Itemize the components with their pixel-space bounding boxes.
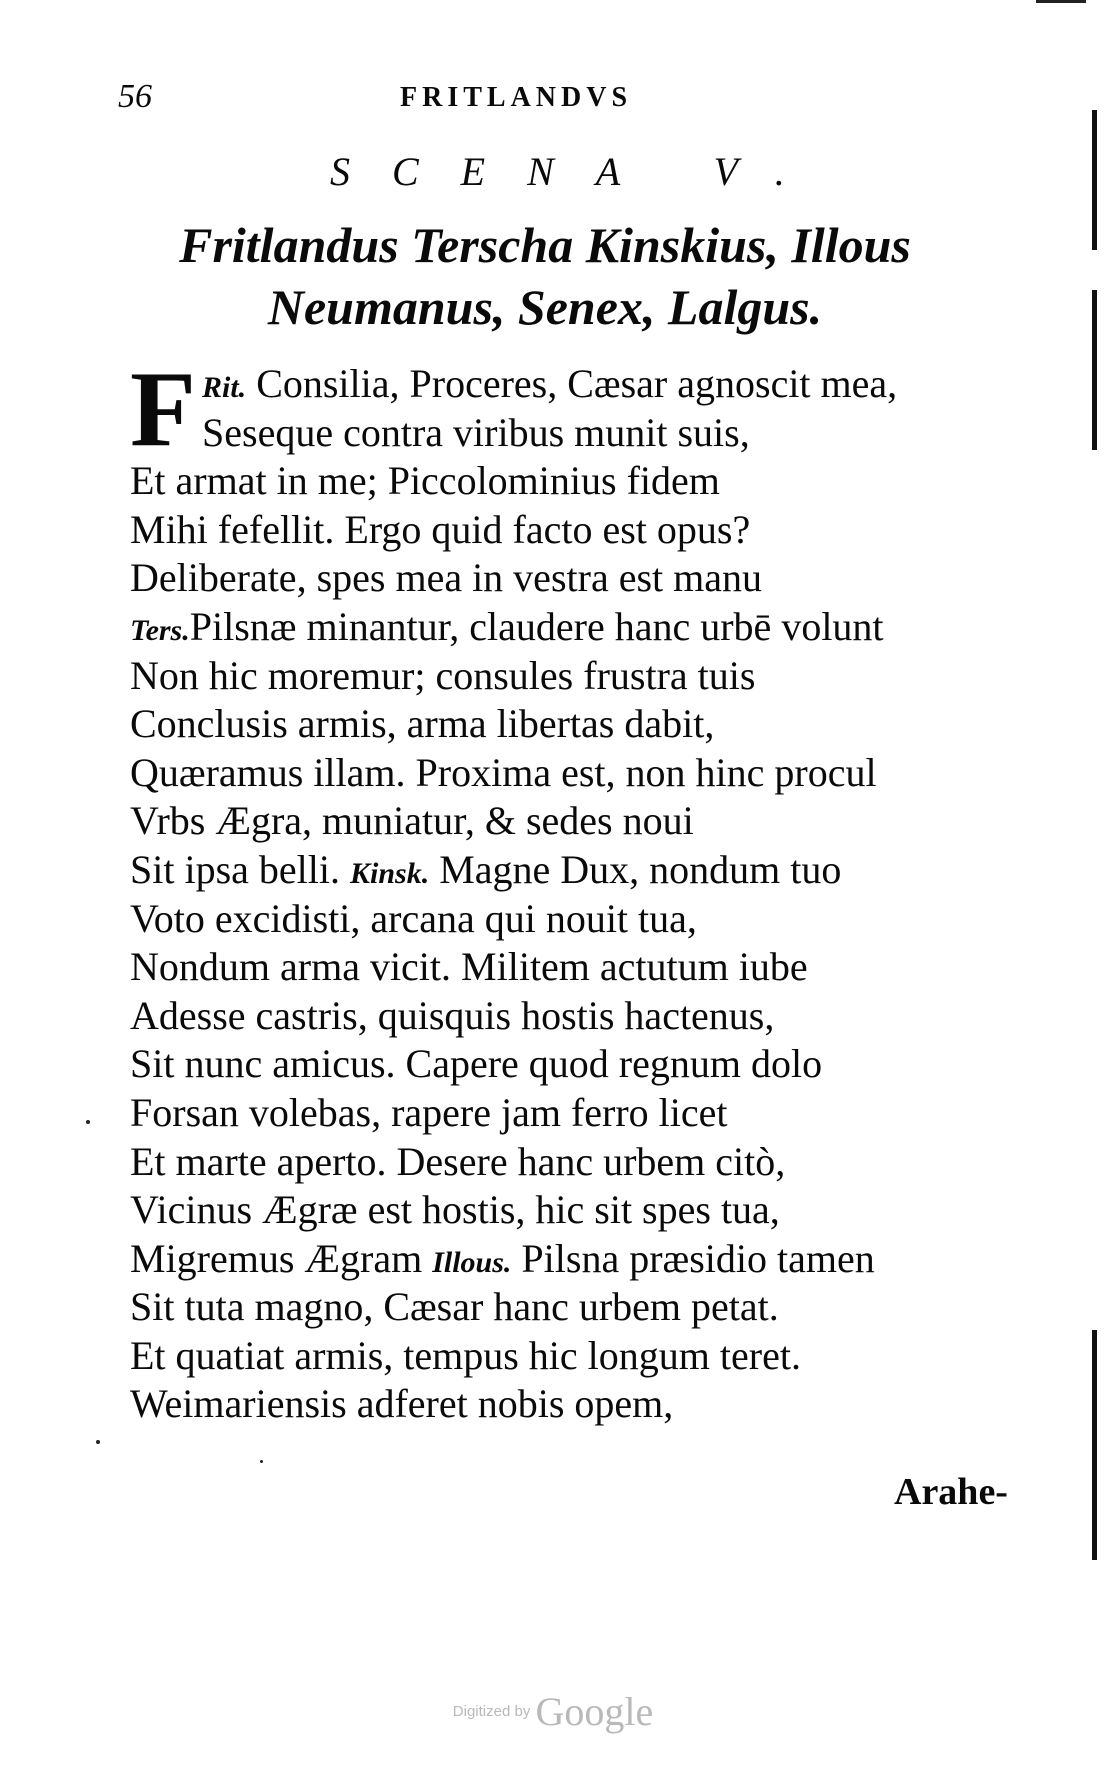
- verse-line: [130, 895, 1040, 944]
- verse-line: [130, 603, 1040, 652]
- running-title: FRITLANDVS: [400, 82, 633, 113]
- verse-text: Weimariensis adferet nobis opem,: [130, 1381, 674, 1427]
- page-edge-mark: [1092, 1330, 1097, 1560]
- verse-line: [130, 749, 1040, 798]
- verse-text: Forsan volebas, rapere jam ferro licet: [130, 1089, 728, 1135]
- verse-text: Nondum arma vicit. Militem actutum iube: [130, 944, 808, 990]
- verse-text: Magne Dux, nondum tuo: [429, 846, 842, 892]
- speaker-label: Kinsk.: [350, 856, 430, 890]
- verse-line: [130, 1186, 1040, 1235]
- speaker-label: Illous.: [432, 1245, 512, 1279]
- cast-list-line-2: Neumanus, Senex, Lalgus.: [267, 279, 823, 335]
- page-number: 56: [118, 78, 152, 115]
- watermark-brand: Google: [535, 1689, 654, 1734]
- verse-line: [130, 1040, 1040, 1089]
- verse-line: [130, 1138, 1040, 1187]
- verse-text: Et quatiat armis, tempus hic longum teret.: [130, 1332, 801, 1378]
- verse-line: [130, 554, 1040, 603]
- watermark-prefix: Digitized by: [452, 1703, 531, 1720]
- verse-text: Et armat in me; Piccolominius fidem: [130, 458, 720, 504]
- verse-text: Pilsna præsidio tamen: [511, 1235, 875, 1281]
- page-header: [118, 78, 758, 118]
- verse-text: Et marte aperto. Desere hanc urbem citò,: [130, 1138, 786, 1184]
- verse-line: [130, 797, 1040, 846]
- verse-text: Non hic moremur; consules frustra tuis: [130, 652, 756, 698]
- ink-speck: [86, 1120, 90, 1124]
- speaker-label: Ters.: [130, 613, 190, 647]
- verse-text: Migremus Ægram: [130, 1235, 433, 1281]
- speaker-label: Rit.: [202, 371, 247, 404]
- verse-line: [130, 506, 1040, 555]
- ink-speck: [96, 1440, 100, 1444]
- verse-line: [130, 943, 1040, 992]
- verse-line: [130, 1089, 1040, 1138]
- catchword: Arahe-: [894, 1471, 1008, 1513]
- verse-text: Voto excidisti, arcana qui nouit tua,: [130, 895, 697, 941]
- verse-text: Pilsnæ minantur, claudere hanc urbē volunt: [189, 603, 884, 649]
- verse-line: [130, 846, 1040, 895]
- verse-line: [130, 992, 1040, 1041]
- page-edge-mark: [1092, 290, 1097, 450]
- verse-text: Vicinus Ægræ est hostis, hic sit spes tua,: [130, 1187, 780, 1233]
- verse-line: [130, 1380, 1040, 1429]
- drop-cap: F: [130, 350, 196, 469]
- scan-corner-mark: [1036, 0, 1086, 3]
- verse-line: [130, 409, 1040, 458]
- cast-list-line-1: Fritlandus Terscha Kinskius, Illous: [179, 217, 911, 273]
- verse-text: Sit tuta magno, Cæsar hanc urbem petat.: [130, 1284, 779, 1330]
- verse-text: Conclusis armis, arma libertas dabit,: [130, 701, 715, 747]
- verse-text: Mihi fefellit. Ergo quid facto est opus?: [130, 506, 751, 552]
- verse-line: [130, 700, 1040, 749]
- scene-title: SCENA V.: [330, 149, 827, 194]
- verse-text: Quæramus illam. Proxima est, non hinc procul: [130, 749, 877, 795]
- verse-line: [130, 652, 1040, 701]
- verse-text: Adesse castris, quisquis hostis hactenus,: [130, 992, 775, 1038]
- verse-text: Deliberate, spes mea in vestra est manu: [130, 555, 762, 601]
- verse-line: [130, 1332, 1040, 1381]
- verse-text: Vrbs Ægra, muniatur, & sedes noui: [130, 798, 694, 844]
- verse-text: Sit nunc amicus. Capere quod regnum dolo: [130, 1041, 823, 1087]
- verse-text: Seseque contra viribus munit suis,: [202, 409, 750, 455]
- verse-line: [130, 1235, 1040, 1284]
- verse-line: [130, 457, 1040, 506]
- verse-line: [130, 1283, 1040, 1332]
- verse-text: Sit ipsa belli.: [130, 846, 350, 892]
- verse-text: Consilia, Proceres, Cæsar agnoscit mea,: [246, 361, 898, 406]
- ink-speck: [260, 1460, 263, 1463]
- verse-block: [130, 350, 1040, 1429]
- verse-line: [130, 360, 1040, 409]
- digitization-watermark: [0, 1688, 1106, 1735]
- page-edge-mark: [1092, 110, 1097, 250]
